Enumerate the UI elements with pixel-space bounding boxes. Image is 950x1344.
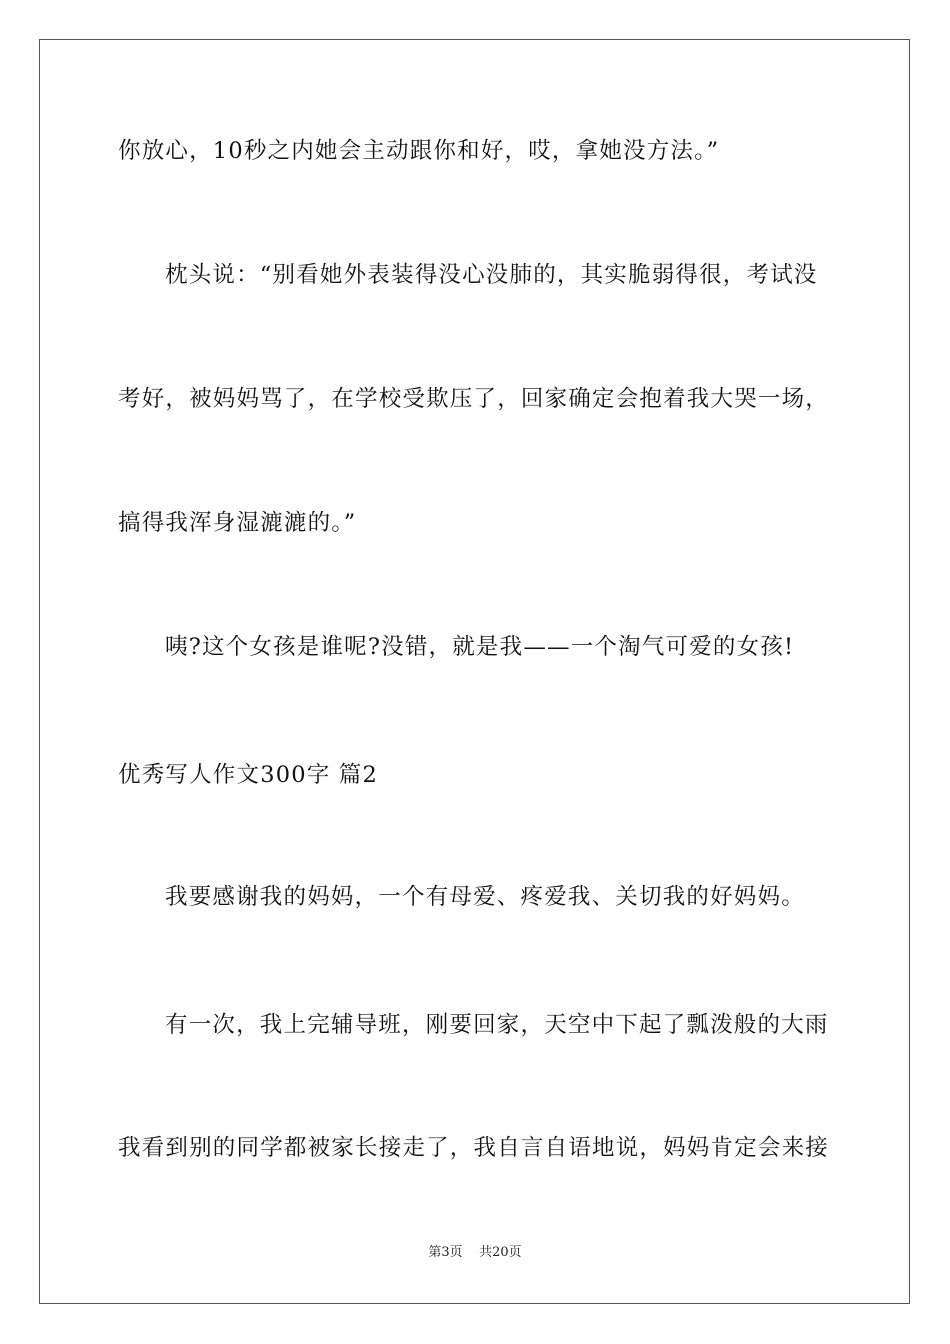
paragraph-line: 枕头说：“别看她外表装得没心没肺的，其实脆弱得很，考试没 — [165, 262, 818, 288]
section-heading: 优秀写人作文300字 篇2 — [118, 762, 379, 788]
paragraph-line: 咦?这个女孩是谁呢?没错，就是我——一个淘气可爱的女孩! — [165, 634, 795, 660]
page-number-footer: 第3页 共20页 — [428, 1245, 522, 1260]
paragraph-line: 我看到别的同学都被家长接走了，我自言自语地说，妈妈肯定会来接 — [118, 1135, 830, 1161]
paragraph-line: 你放心，10秒之内她会主动跟你和好，哎，拿她没方法。” — [118, 138, 720, 164]
page-frame — [39, 39, 910, 1304]
paragraph-line: 搞得我浑身湿漉漉的。” — [118, 510, 357, 536]
paragraph-line: 我要感谢我的妈妈，一个有母爱、疼爱我、关切我的好妈妈。 — [165, 884, 805, 910]
paragraph-line: 考好，被妈妈骂了，在学校受欺压了，回家确定会抱着我大哭一场， — [118, 386, 830, 412]
paragraph-line: 有一次，我上完辅导班，刚要回家，天空中下起了瓢泼般的大雨 — [165, 1012, 829, 1038]
